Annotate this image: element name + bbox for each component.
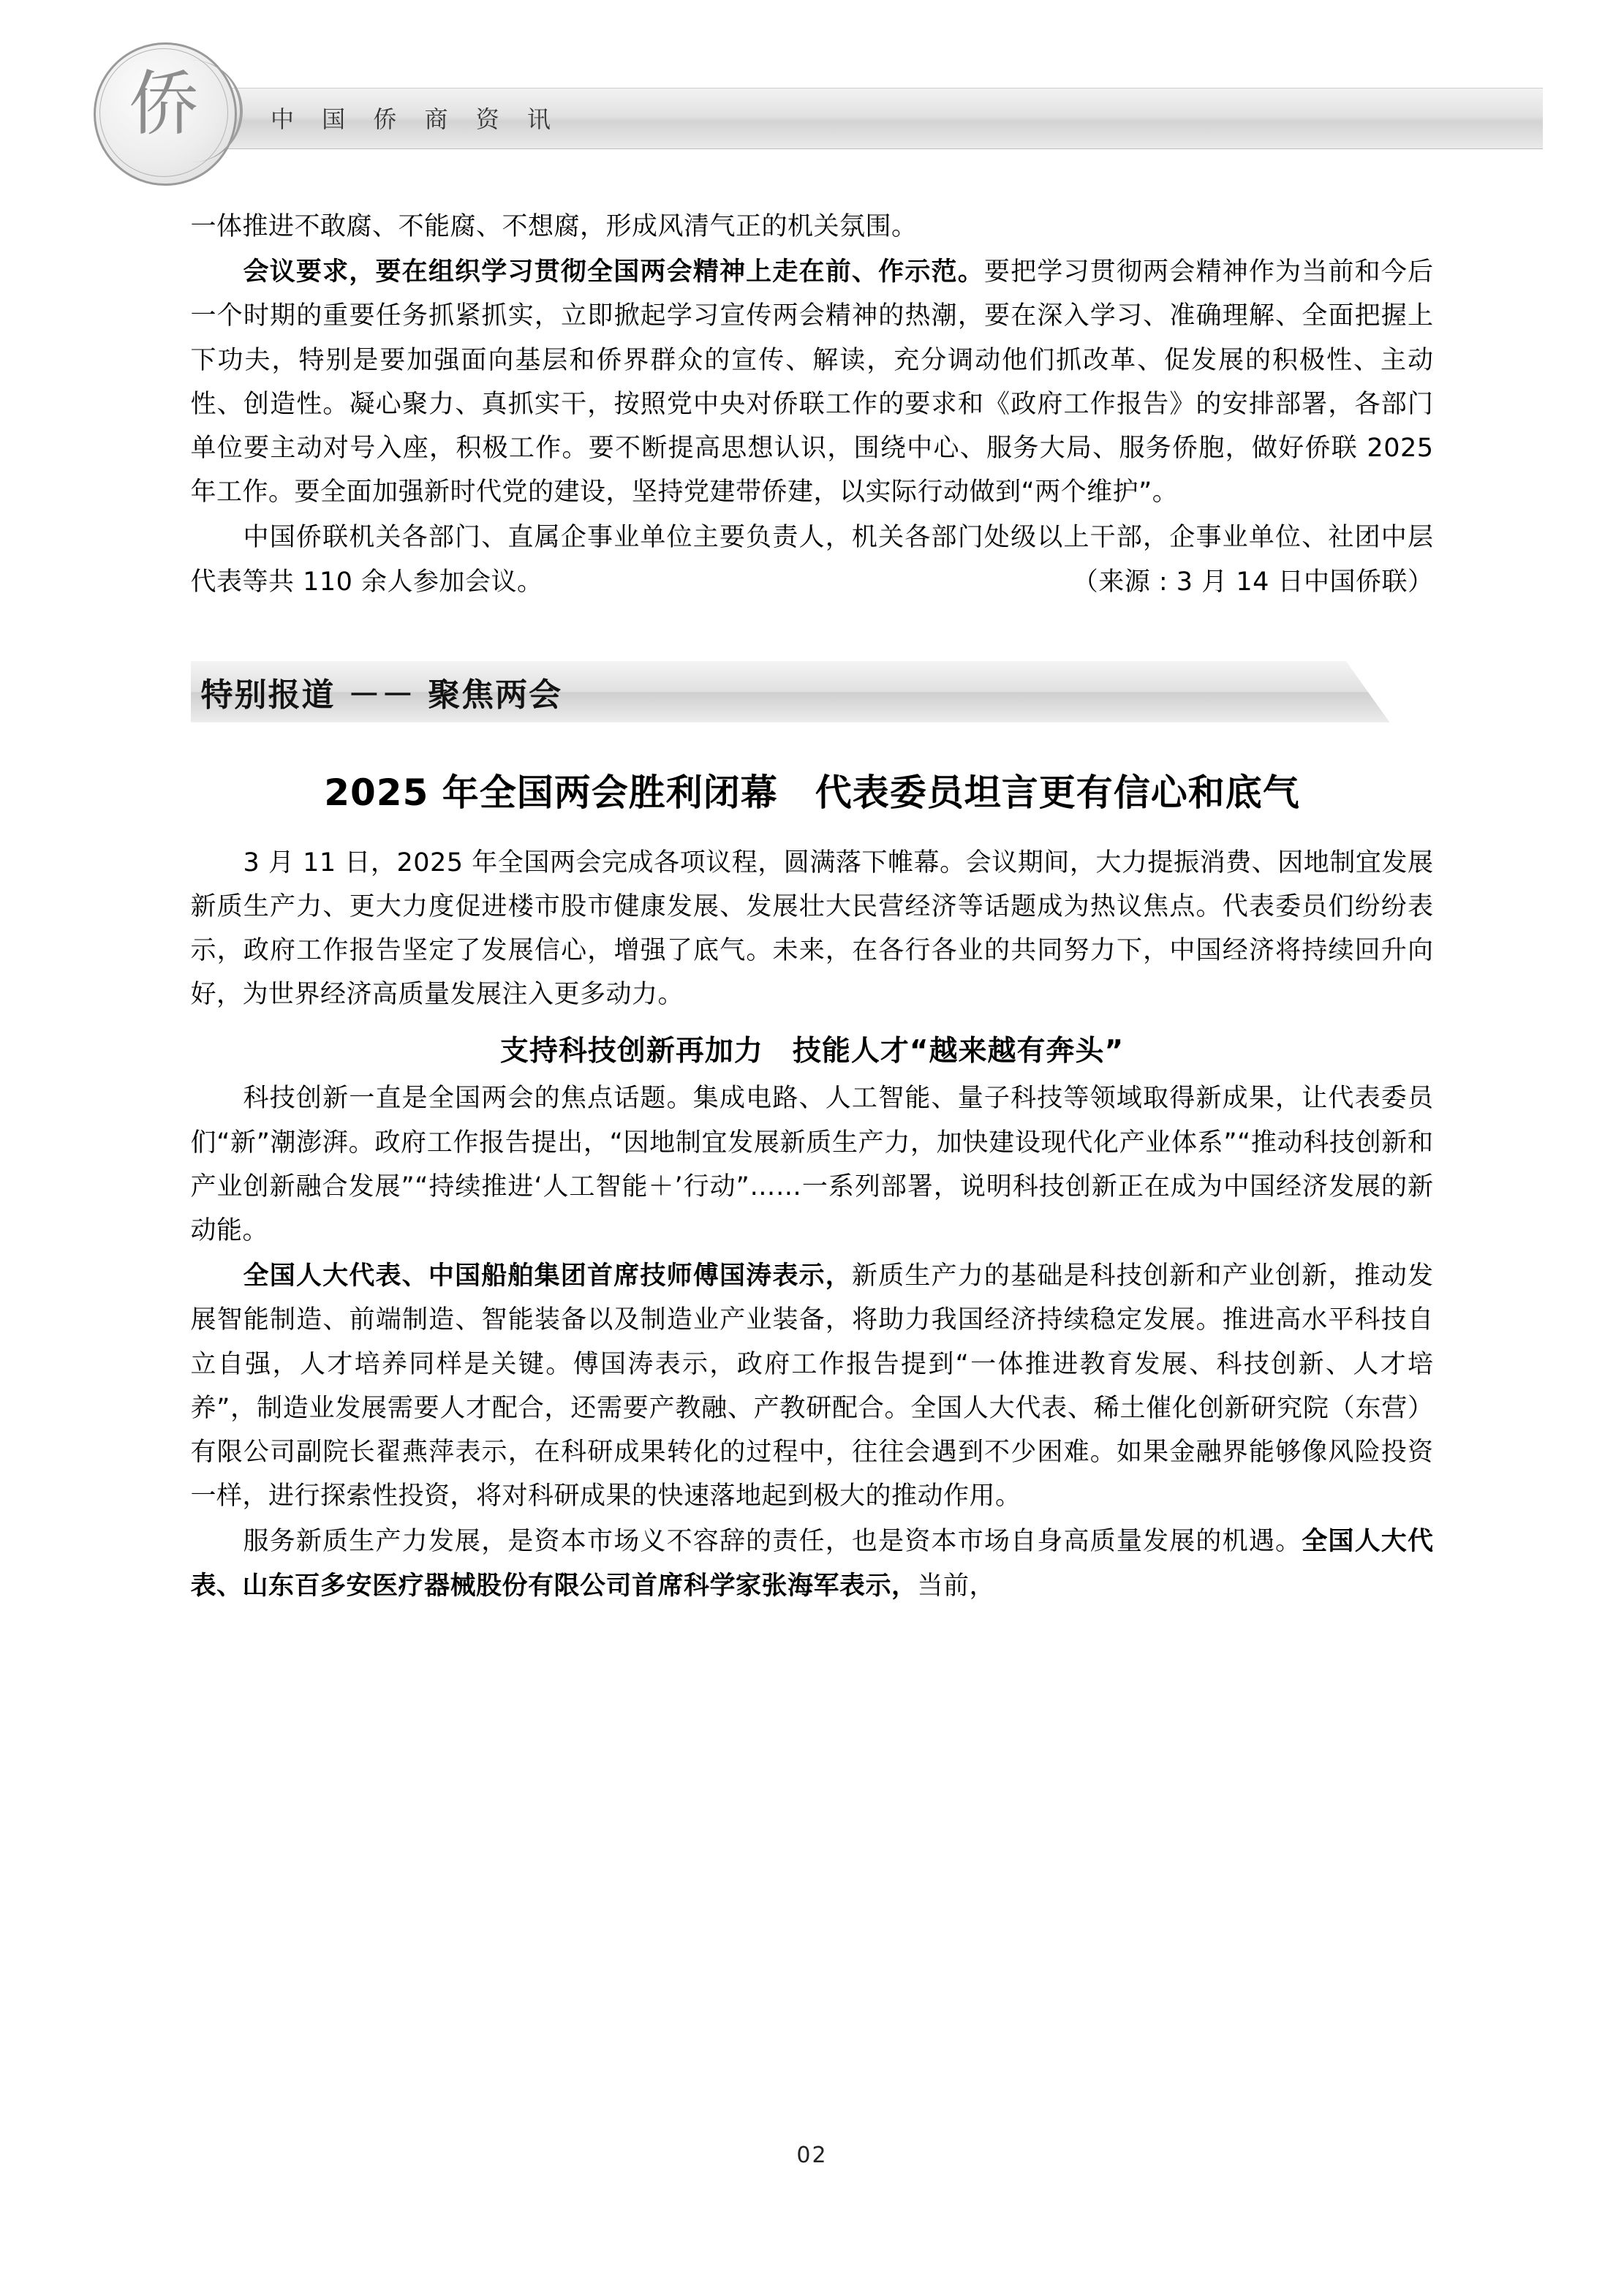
section-banner-label: 特别报道 －－ 聚焦两会 — [200, 676, 563, 714]
publication-logo — [94, 42, 247, 196]
article-subhead-1: 支持科技创新再加力 技能人才“越来越有奔头” — [499, 1035, 1125, 1068]
page-header — [0, 63, 1624, 158]
article-title: 2025 年全国两会胜利闭幕 代表委员坦言更有信心和底气 — [324, 771, 1300, 814]
article-paragraph-1: 3 月 11 日，2025 年全国两会完成各项议程，圆满落下帷幕。会议期间，大力提振消费、因地制宜发展新质生产力、更大力度促进楼市股市健康发展、发展壮大民营经济等话题成为热议焦点。代表委员们纷纷表示，政府工作报告坚定了发展信心，增强了底气。未来，在各行各业的共同努力下，中国经济将持续回升向好，为世界经济高质量发展注入更多动力。 — [190, 848, 1434, 1010]
paragraph-continued-3 — [191, 516, 1434, 603]
article-paragraph-2: 科技创新一直是全国两会的焦点话题。集成电路、人工智能、量子科技等领域取得新成果，让代表委员们“新”潮澎湃。政府工作报告提出，“因地制宜发展新质生产力，加快建设现代化产业体系”“推动科技创新和产业创新融合发展”“持续推进‘人工智能＋’行动”……一系列部署，说明科技创新正在成为中国经济发展的新动能。 — [190, 1084, 1434, 1245]
page-content — [0, 205, 1624, 1609]
source-credit: （来源 : 3 月 14 日中国侨联） — [1072, 567, 1434, 597]
paragraph-continued-1: 一体推进不敢腐、不能腐、不想腐，形成风清气正的机关氛围。 — [190, 212, 918, 241]
text-column — [191, 205, 1434, 1608]
paragraph-continued-2 — [191, 250, 1434, 514]
paragraph-3-body: 中国侨联机关各部门、直属企事业单位主要负责人，机关各部门处级以上干部，企事业单位、社团中层代表等共 110 余人参加会议。 — [190, 523, 1434, 597]
article-paragraph-3-lead: 全国人大代表、中国船舶集团首席技师傅国涛表示， — [243, 1261, 852, 1291]
article-paragraph-4-part-a: 服务新质生产力发展，是资本市场义不容辞的责任，也是资本市场自身高质量发展的机遇。 — [243, 1527, 1302, 1557]
paragraph-2-body: 要把学习贯彻两会精神作为当前和今后一个时期的重要任务抓紧抓实，立即掀起学习宣传两会精神的热潮，要在深入学习、准确理解、全面把握上下功夫，特别是要加强面向基层和侨界群众的宣传、解读，充分调动他们抓改革、促发展的积极性、主动性、创造性。凝心聚力、真抓实干，按照党中央对侨联工作的要求和《政府工作报告》的安排部署，各部门单位要主动对号入座，积极工作。要不断提高思想认识，围绕中心、服务大局、服务侨胞，做好侨联 2025 年工作。要全面加强新时代党的建设，坚持党建带侨建，以实际行动做到“两个维护”。 — [190, 257, 1434, 507]
page-number: 02 — [796, 2143, 828, 2168]
article-paragraph-3-body: 新质生产力的基础是科技创新和产业创新，推动发展智能制造、前端制造、智能装备以及制造业产业装备，将助力我国经济持续稳定发展。推进高水平科技自立自强，人才培养同样是关键。傅国涛表示，政府工作报告提到“一体推进教育发展、科技创新、人才培养”，制造业发展需要人才配合，还需要产教融、产教研配合。全国人大代表、稀土催化创新研究院（东营）有限公司副院长翟燕萍表示，在科研成果转化的过程中，往往会遇到不少困难。如果金融界能够像风险投资一样，进行探索性投资，将对科研成果的快速落地起到极大的推动作用。 — [190, 1261, 1434, 1511]
article-paragraph-4-bold: 全国人大代表、山东百多安医疗器械股份有限公司首席科学家张海军表示， — [190, 1527, 1434, 1601]
section-banner — [191, 661, 1434, 722]
article-paragraph-4-part-b: 当前， — [917, 1571, 996, 1601]
logo-character-icon: 侨 — [129, 63, 199, 145]
paragraph-2-lead: 会议要求，要在组织学习贯彻全国两会精神上走在前、作示范。 — [243, 257, 984, 287]
article-paragraph-3 — [191, 1254, 1434, 1518]
masthead-title: 中 国 侨 商 资 讯 — [271, 105, 561, 133]
article-paragraph-4 — [191, 1520, 1434, 1607]
